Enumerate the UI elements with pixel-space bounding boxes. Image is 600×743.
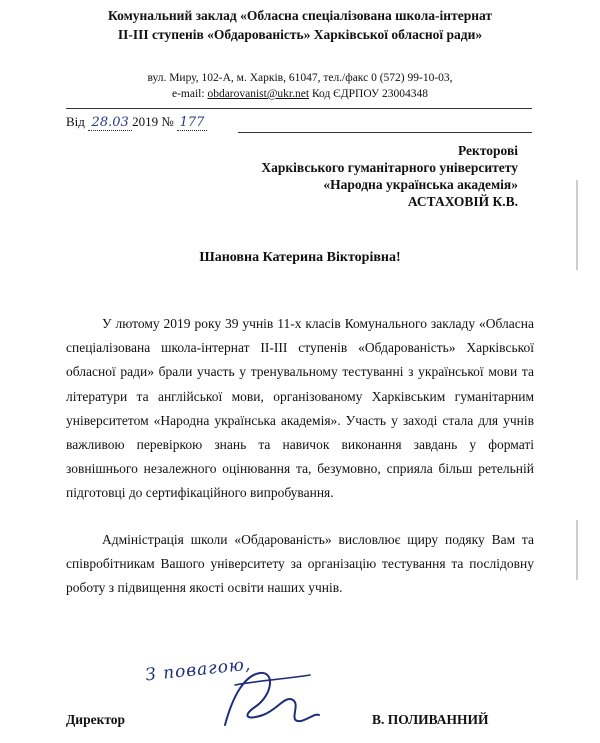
body-paragraph-1: У лютому 2019 року 39 учнів 11-х класів Комунального закладу «Обласна спеціалізована школа-інтернат ІІ-ІІІ ступенів «Обдарованість» Харківської обласної ради» брали участь у тренувальному тестуванні з української мови та літератури та англійської мови, організованому Харківським гуманітарним університетом «Народна українська академія». Участь у заході стала для учнів важливою перевіркою знань та навичок виконання завдань у форматі зовнішнього незалежного оцінювання та, безумовно, сприяла більш ретельній підготовці до сертифікаційного випробування.: [66, 316, 534, 501]
body-paragraph-2: Адміністрація школи «Обдарованість» висловлює щиру подяку Вам та співробітникам Вашого університету за організацію тестування та послідовну роботу з підвищення якості освіти наших учнів.: [66, 532, 534, 596]
addressee-line2: Харківського гуманітарного університету: [261, 160, 518, 175]
reference-year: 2019 №: [132, 114, 174, 129]
email-link[interactable]: obdarovanist@ukr.net: [207, 88, 310, 100]
reference-divider: [238, 132, 532, 133]
header-title-line2: ІІ-ІІІ ступенів «Обдарованість» Харківської обласної ради»: [117, 27, 483, 42]
greeting: Шановна Катерина Вікторівна!: [199, 250, 401, 265]
scan-edge-mark: [576, 180, 578, 270]
addressee-line4: АСТАХОВІЙ К.В.: [407, 194, 518, 209]
addressee-line3: «Народна українська академія»: [323, 177, 518, 192]
email-prefix: e-mail:: [171, 88, 208, 100]
header-title-line1: Комунальний заклад «Обласна спеціалізована школа-інтернат: [107, 8, 493, 23]
scan-edge-mark: [576, 520, 578, 580]
signatory-name: В. ПОЛИВАННИЙ: [372, 712, 489, 727]
header-divider: [66, 108, 532, 109]
director-signature: [215, 655, 325, 735]
from-label: Від: [66, 114, 85, 129]
edrpou-code: Код ЄДРПОУ 23004348: [309, 88, 428, 100]
reference-number: 177: [177, 115, 207, 131]
reference-line: [66, 114, 207, 131]
header-contacts: [0, 86, 600, 102]
signatory-role: Директор: [66, 712, 126, 727]
reference-date: 28.03: [88, 115, 132, 131]
handwritten-note: З повагою,: [144, 654, 253, 686]
header-address: вул. Миру, 102-А, м. Харків, 61047, тел./факс 0 (572) 99-10-03,: [147, 72, 453, 84]
addressee-line1: Ректорові: [457, 143, 518, 158]
